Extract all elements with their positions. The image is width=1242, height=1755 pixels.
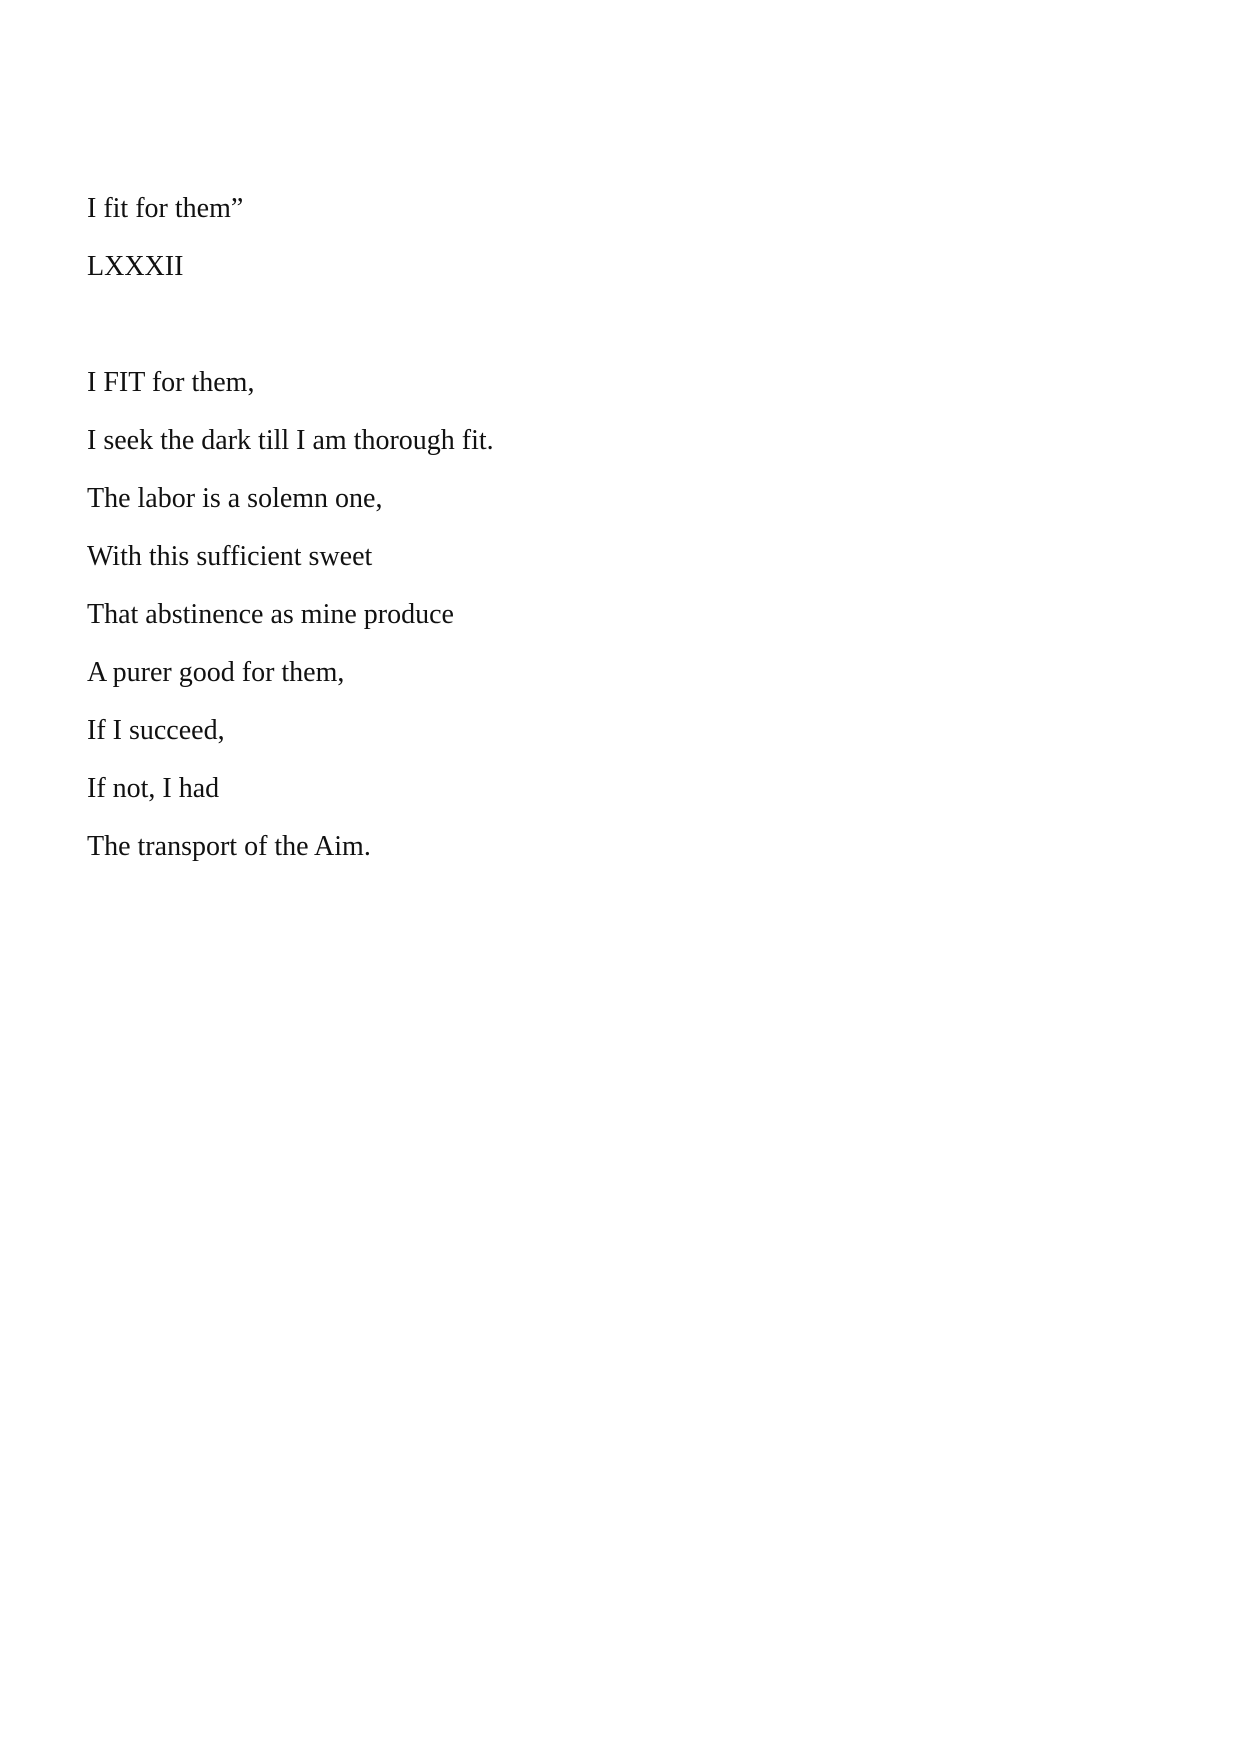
poem-line: If I succeed,	[87, 715, 225, 746]
poem-line: I FIT for them,	[87, 367, 255, 398]
poem-line: I seek the dark till I am thorough fit.	[87, 425, 494, 456]
poem-title: I fit for them”	[87, 193, 244, 224]
poem-number: LXXXII	[87, 251, 184, 282]
poem-line: The transport of the Aim.	[87, 831, 371, 862]
poem-line: A purer good for them,	[87, 657, 345, 688]
poem-line: The labor is a solemn one,	[87, 483, 383, 514]
poem-line: With this sufficient sweet	[87, 541, 373, 572]
poem-line: That abstinence as mine produce	[87, 599, 454, 630]
poem-line: If not, I had	[87, 773, 220, 804]
